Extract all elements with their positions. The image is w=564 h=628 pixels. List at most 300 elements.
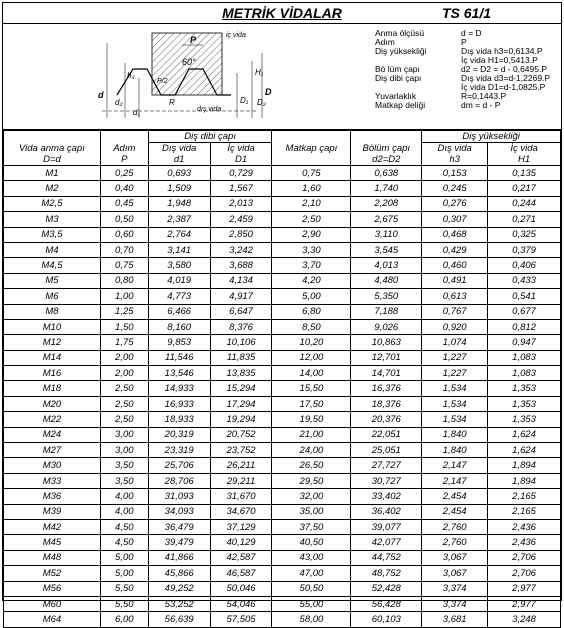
table-cell: 3,374 [422,596,488,611]
column-symbol: H1 [488,154,561,166]
table-cell: 39,077 [351,519,422,534]
table-cell: 34,670 [210,504,272,519]
table-cell: 2,00 [100,350,148,365]
column-header: Dış vida [422,143,488,155]
table-cell: 0,75 [272,166,351,181]
table-cell: 3,00 [100,427,148,442]
label-H1: H₁ [255,68,264,77]
label-D1: D₁ [240,96,249,105]
table-cell: M4,5 [4,258,101,273]
table-cell: M3,5 [4,227,101,242]
thread-table [3,130,561,628]
table-cell: M27 [4,443,101,458]
label-ic-vida: iç vida [226,32,246,39]
table-cell: 2,850 [210,227,272,242]
legend-value: Dış vida h3=0,6134.P [461,46,543,56]
table-cell: 3,242 [210,242,272,257]
table-cell: 14,00 [272,366,351,381]
table-cell: M20 [4,396,101,411]
group-header-row [4,131,561,143]
table-cell: 31,093 [148,489,210,504]
legend-value: d = D [461,28,482,38]
standard-code: TS 61/1 [441,5,491,21]
table-cell: 0,468 [422,227,488,242]
table-cell: 0,379 [488,242,561,257]
table-cell: 4,50 [100,535,148,550]
table-cell: 0,271 [488,212,561,227]
table-row [4,443,561,458]
table-cell: 1,567 [210,181,272,196]
table-cell: 10,863 [351,335,422,350]
column-header: İç vida [210,143,272,155]
table-cell: 4,013 [351,258,422,273]
table-cell: 0,677 [488,304,561,319]
table-cell: 2,50 [100,381,148,396]
table-cell: 2,147 [422,473,488,488]
table-cell: 3,248 [488,612,561,627]
column-symbol: P [100,154,148,166]
table-cell: 17,294 [210,396,272,411]
table-cell: 0,693 [148,166,210,181]
table-cell: M4 [4,242,101,257]
table-cell: 31,670 [210,489,272,504]
table-row [4,566,561,581]
header-row-2 [4,154,561,166]
sheet [2,2,562,626]
table-cell: 2,436 [488,535,561,550]
table-cell: 0,541 [488,289,561,304]
table-cell: 3,545 [351,242,422,257]
table-cell: 1,353 [488,396,561,411]
table-cell: 1,75 [100,335,148,350]
table-cell: 52,428 [351,581,422,596]
column-symbol: D=d [4,154,101,166]
label-D2: D₂ [257,98,266,107]
table-cell: 2,10 [272,196,351,211]
table-cell: 1,083 [488,366,561,381]
table-cell: 0,40 [100,181,148,196]
legend-label: Diş dibi çapı [375,73,422,83]
legend-label: Adım [375,37,395,47]
table-cell: M1 [4,166,101,181]
table-cell: 23,319 [148,443,210,458]
table-cell: 44,752 [351,550,422,565]
table-row [4,550,561,565]
table-cell: 1,227 [422,366,488,381]
table-cell: 6,647 [210,304,272,319]
table-cell: 4,50 [100,519,148,534]
legend-value: İç vida D1=d-1,0825.P [461,82,546,92]
table-cell: 33,402 [351,489,422,504]
table-cell: 2,50 [272,212,351,227]
table-cell: 2,50 [100,412,148,427]
table-row [4,504,561,519]
legend-value: İç vida H1=0,5413.P [461,55,538,65]
table-row [4,242,561,257]
table-cell: 34,093 [148,504,210,519]
table-cell: M36 [4,489,101,504]
table-cell: 3,681 [422,612,488,627]
table-cell: 25,051 [351,443,422,458]
table-cell: 42,587 [210,550,272,565]
table-cell: 14,701 [351,366,422,381]
group-dis-dibi: Diş dibi çapı [148,131,272,143]
table-cell: 2,90 [272,227,351,242]
table-cell: 29,50 [272,473,351,488]
column-header: Dış vida [148,143,210,155]
table-cell: 2,760 [422,535,488,550]
table-cell: 39,479 [148,535,210,550]
table-cell: M14 [4,350,101,365]
table-cell: 0,75 [100,258,148,273]
table-cell: M22 [4,412,101,427]
table-cell: M64 [4,612,101,627]
column-symbol: d1 [148,154,210,166]
table-cell: 4,019 [148,273,210,288]
table-cell: 35,00 [272,504,351,519]
table-cell: 0,70 [100,242,148,257]
table-cell: 20,319 [148,427,210,442]
table-cell: 0,244 [488,196,561,211]
table-cell: 1,353 [488,381,561,396]
table-cell: 0,920 [422,319,488,334]
table-cell: 3,00 [100,443,148,458]
table-row [4,350,561,365]
table-cell: 17,50 [272,396,351,411]
table-cell: 16,933 [148,396,210,411]
table-cell: 50,50 [272,581,351,596]
table-cell: M52 [4,566,101,581]
table-cell: 18,376 [351,396,422,411]
table-cell: 9,853 [148,335,210,350]
column-header: İç vida [488,143,561,155]
table-cell: 0,433 [488,273,561,288]
table-cell: M8 [4,304,101,319]
legend-label: Matkap deliği [375,100,426,110]
legend-value: P [461,37,467,47]
table-cell: 0,80 [100,273,148,288]
table-cell: 55,00 [272,596,351,611]
column-header: Bölüm çapı [351,143,422,155]
table-cell: 3,067 [422,566,488,581]
table-cell: M2 [4,181,101,196]
table-cell: 2,147 [422,458,488,473]
table-cell: 25,706 [148,458,210,473]
table-cell: 20,376 [351,412,422,427]
table-cell: 21,00 [272,427,351,442]
table-cell: 46,587 [210,566,272,581]
table-cell: 4,773 [148,289,210,304]
table-cell: 3,30 [272,242,351,257]
table-cell: M33 [4,473,101,488]
table-row [4,458,561,473]
table-cell: 4,00 [100,489,148,504]
table-cell: 23,752 [210,443,272,458]
table-cell: 28,706 [148,473,210,488]
table-cell: 4,20 [272,273,351,288]
table-cell: 0,406 [488,258,561,273]
table-row [4,581,561,596]
table-cell: 4,480 [351,273,422,288]
table-cell: M56 [4,581,101,596]
table-cell: 8,376 [210,319,272,334]
table-cell: 0,50 [100,212,148,227]
table-cell: 16,376 [351,381,422,396]
label-60deg: 60° [182,57,196,67]
table-cell: 1,624 [488,427,561,442]
table-cell: 2,387 [148,212,210,227]
table-cell: 1,227 [422,350,488,365]
thread-profile-figure [7,23,277,127]
table-cell: 36,402 [351,504,422,519]
table-cell: 5,50 [100,596,148,611]
table-cell: 0,767 [422,304,488,319]
table-cell: 2,675 [351,212,422,227]
table-body [4,166,561,628]
table-row [4,196,561,211]
table-row [4,535,561,550]
table-cell: 37,50 [272,519,351,534]
table-cell: 40,50 [272,535,351,550]
table-row [4,612,561,627]
table-cell: 0,276 [422,196,488,211]
table-cell: M16 [4,366,101,381]
table-row [4,596,561,611]
table-cell: 2,459 [210,212,272,227]
table-cell: 3,70 [272,258,351,273]
label-P: P [190,35,197,45]
page-title: METRİK VİDALAR [222,5,342,21]
table-cell: 0,245 [422,181,488,196]
table-row [4,396,561,411]
table-cell: 2,706 [488,566,561,581]
table-cell: 54,046 [210,596,272,611]
table-cell: 2,165 [488,489,561,504]
table-cell: M10 [4,319,101,334]
table-row [4,181,561,196]
table-cell: M30 [4,458,101,473]
table-row [4,427,561,442]
table-row [4,166,561,181]
table-row [4,212,561,227]
table-cell: 3,50 [100,458,148,473]
table-cell: 41,866 [148,550,210,565]
table-cell: 1,624 [488,443,561,458]
table-cell: 60,103 [351,612,422,627]
table-cell: 0,491 [422,273,488,288]
table-cell: 42,077 [351,535,422,550]
table-row [4,366,561,381]
table-cell: M24 [4,427,101,442]
table-cell: 32,00 [272,489,351,504]
table-cell: 4,134 [210,273,272,288]
table-cell: 0,60 [100,227,148,242]
column-header: Matkap çapı [272,143,351,155]
table-cell: 0,947 [488,335,561,350]
table-cell: 56,639 [148,612,210,627]
table-cell: 19,50 [272,412,351,427]
column-symbol: h3 [422,154,488,166]
table-cell: 1,60 [272,181,351,196]
table-cell: 1,353 [488,412,561,427]
table-cell: 1,00 [100,289,148,304]
table-cell: 2,436 [488,519,561,534]
table-cell: 2,454 [422,489,488,504]
table-cell: 45,866 [148,566,210,581]
table-cell: 5,00 [272,289,351,304]
table-row [4,473,561,488]
table-cell: M42 [4,519,101,534]
table-cell: 8,50 [272,319,351,334]
table-cell: 5,50 [100,581,148,596]
table-cell: M6 [4,289,101,304]
table-cell: 5,00 [100,566,148,581]
group-dis-yuk: Diş yüksekliği [422,131,561,143]
label-d1: d₁ [133,108,140,117]
table-cell: 6,80 [272,304,351,319]
table-row [4,319,561,334]
table-cell: 3,141 [148,242,210,257]
table-row [4,289,561,304]
table-cell: 0,153 [422,166,488,181]
table-cell: 0,429 [422,242,488,257]
table-cell: 2,013 [210,196,272,211]
table-cell: 37,129 [210,519,272,534]
table-row [4,258,561,273]
table-cell: 2,760 [422,519,488,534]
table-cell: 13,835 [210,366,272,381]
table-cell: 1,509 [148,181,210,196]
table-cell: 4,00 [100,504,148,519]
table-cell: 2,165 [488,504,561,519]
table-cell: 0,25 [100,166,148,181]
legend-value: R=0,1443.P [461,91,507,101]
table-cell: 0,45 [100,196,148,211]
table-cell: 43,00 [272,550,351,565]
table-row [4,273,561,288]
table-cell: 0,217 [488,181,561,196]
table-cell: 1,25 [100,304,148,319]
label-d2: d₂ [115,98,123,107]
table-cell: M3 [4,212,101,227]
table-cell: 1,534 [422,396,488,411]
label-R: R [169,98,175,107]
table-cell: 1,083 [488,350,561,365]
table-cell: 48,752 [351,566,422,581]
table-cell: 12,701 [351,350,422,365]
table-cell: 11,546 [148,350,210,365]
table-cell: 19,294 [210,412,272,427]
legend-value: d2 = D2 = d - 0,6495.P [461,64,548,74]
title-row [3,3,561,24]
table-cell: 47,00 [272,566,351,581]
formula-legend [375,29,550,110]
table-cell: 56,428 [351,596,422,611]
table-cell: 0,325 [488,227,561,242]
table-cell: 1,840 [422,443,488,458]
table-cell: 18,933 [148,412,210,427]
table-cell: 24,00 [272,443,351,458]
table-cell: 2,977 [488,596,561,611]
table-cell: 2,764 [148,227,210,242]
table-cell: 14,933 [148,381,210,396]
legend-line [375,101,550,110]
column-header: Vida anma çapı [4,143,101,155]
table-row [4,489,561,504]
table-row [4,519,561,534]
table-row [4,227,561,242]
table-cell: 15,50 [272,381,351,396]
table-cell: 22,051 [351,427,422,442]
legend-label: Anma ölçüsü [375,28,425,38]
legend-value: dm = d - P [461,100,501,110]
label-D: D [265,87,272,97]
table-cell: M2,5 [4,196,101,211]
table-cell: 26,50 [272,458,351,473]
table-cell: 2,454 [422,504,488,519]
table-cell: 0,307 [422,212,488,227]
table-cell: 3,067 [422,550,488,565]
table-cell: 13,546 [148,366,210,381]
table-cell: 1,894 [488,473,561,488]
table-cell: 1,50 [100,319,148,334]
table-cell: M5 [4,273,101,288]
table-cell: 10,106 [210,335,272,350]
table-cell: 20,752 [210,427,272,442]
table-cell: 6,00 [100,612,148,627]
table-cell: 5,00 [100,550,148,565]
table-cell: M12 [4,335,101,350]
table-cell: 2,50 [100,396,148,411]
table-cell: 30,727 [351,473,422,488]
table-cell: 4,917 [210,289,272,304]
table-cell: 1,534 [422,412,488,427]
header-row-1 [4,143,561,155]
table-cell: 3,110 [351,227,422,242]
table-cell: 27,727 [351,458,422,473]
figure-row [3,23,561,130]
label-P-half: P/2 [157,78,168,85]
table-cell: M48 [4,550,101,565]
table-cell: 10,20 [272,335,351,350]
table-cell: M60 [4,596,101,611]
table-cell: 0,638 [351,166,422,181]
table-cell: 40,129 [210,535,272,550]
table-cell: 0,729 [210,166,272,181]
table-cell: 1,074 [422,335,488,350]
column-symbol [272,154,351,166]
table-cell: 3,580 [148,258,210,273]
table-cell: 0,135 [488,166,561,181]
table-cell: 2,208 [351,196,422,211]
table-cell: 58,00 [272,612,351,627]
table-cell: 1,948 [148,196,210,211]
table-cell: 57,505 [210,612,272,627]
label-dis-vida: dış vida [197,106,222,113]
table-cell: 2,977 [488,581,561,596]
table-cell: 1,894 [488,458,561,473]
column-symbol: D1 [210,154,272,166]
table-cell: 49,252 [148,581,210,596]
table-cell: 6,466 [148,304,210,319]
column-symbol: d2=D2 [351,154,422,166]
table-row [4,412,561,427]
table-cell: M45 [4,535,101,550]
table-cell: 26,211 [210,458,272,473]
legend-label: Bö lüm çapı [375,64,420,74]
table-cell: 50,046 [210,581,272,596]
table-cell: 3,374 [422,581,488,596]
